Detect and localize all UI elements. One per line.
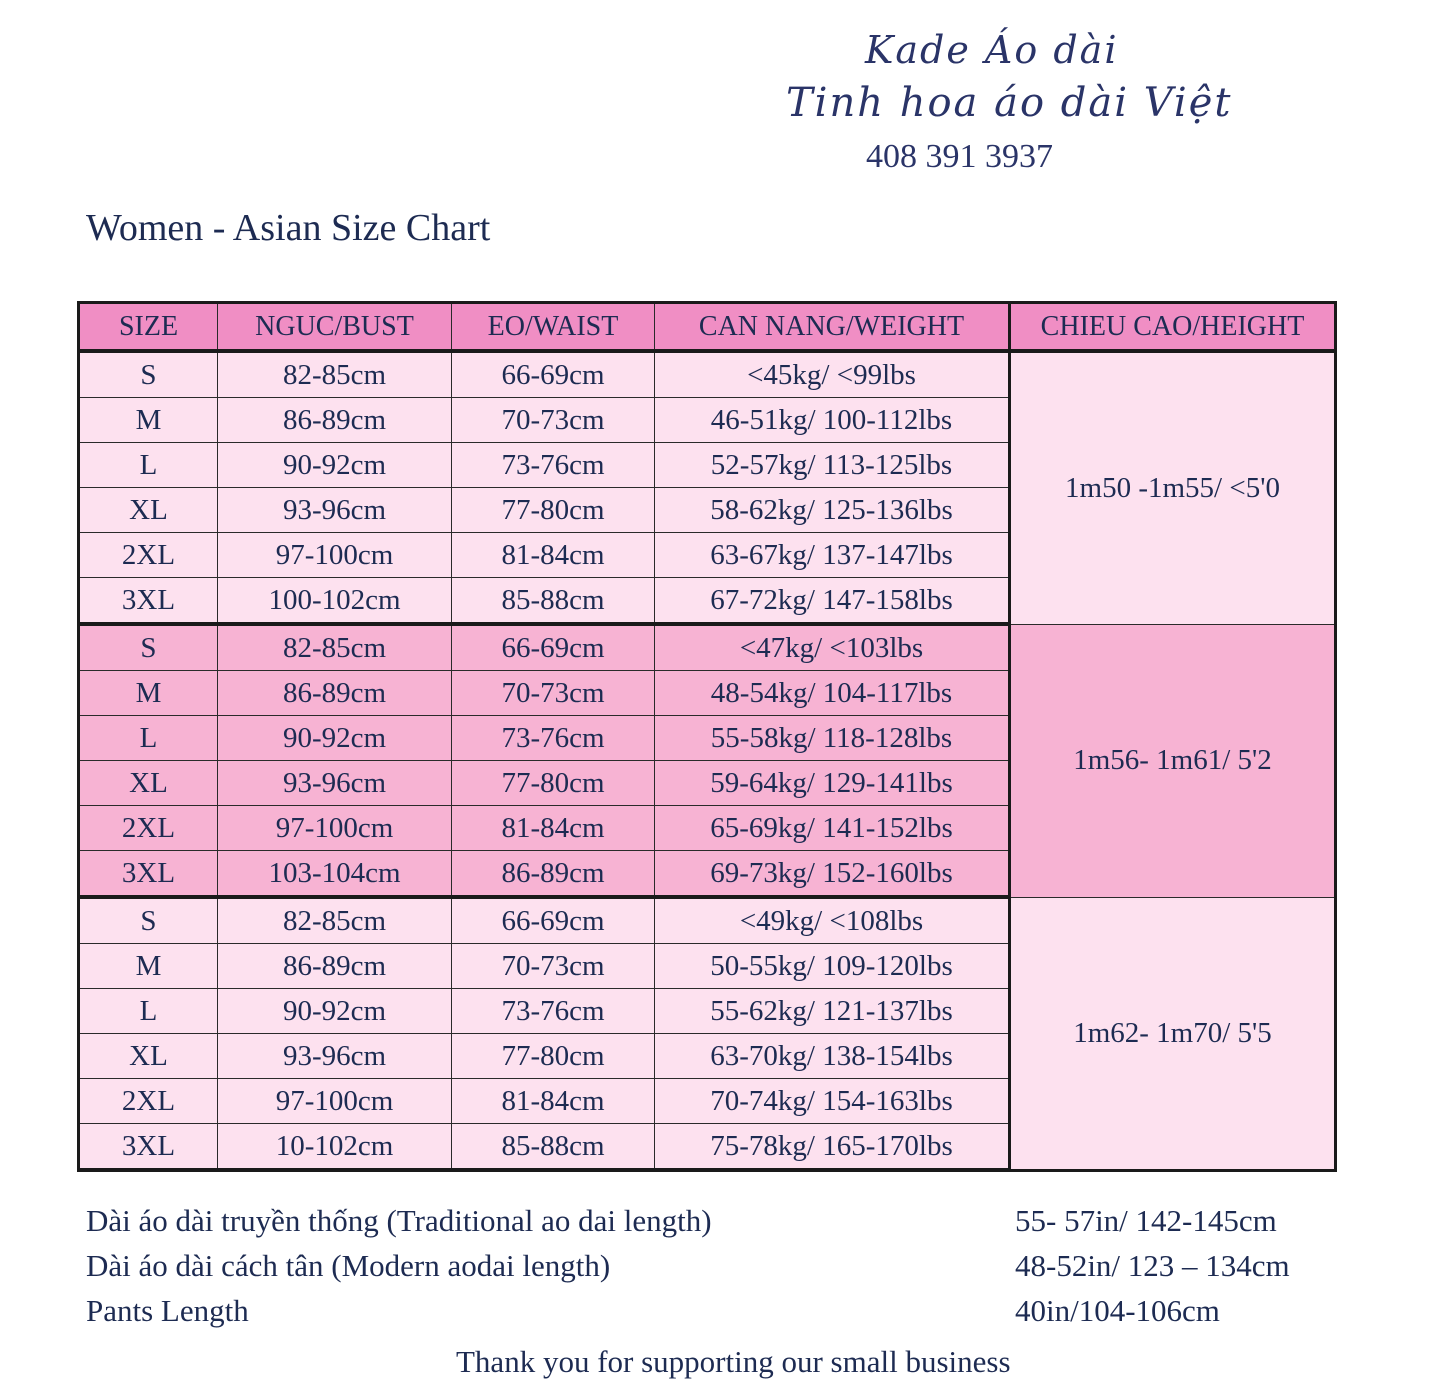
header-bust: NGUC/BUST: [218, 303, 452, 352]
weight-cell: 46-51kg/ 100-112lbs: [655, 398, 1010, 443]
waist-cell: 66-69cm: [452, 624, 655, 671]
size-cell: XL: [79, 488, 218, 533]
bust-cell: 82-85cm: [218, 351, 452, 398]
waist-cell: 70-73cm: [452, 671, 655, 716]
waist-cell: 85-88cm: [452, 1124, 655, 1171]
weight-cell: 63-67kg/ 137-147lbs: [655, 533, 1010, 578]
weight-cell: 70-74kg/ 154-163lbs: [655, 1079, 1010, 1124]
weight-cell: 55-62kg/ 121-137lbs: [655, 989, 1010, 1034]
bust-cell: 97-100cm: [218, 533, 452, 578]
bust-cell: 86-89cm: [218, 671, 452, 716]
size-group-1: [79, 351, 1336, 624]
size-cell: L: [79, 716, 218, 761]
brand-tagline: Tinh hoa áo dài Việt: [786, 80, 1233, 126]
weight-cell: <49kg/ <108lbs: [655, 897, 1010, 944]
header-size: SIZE: [79, 303, 218, 352]
waist-cell: 77-80cm: [452, 1034, 655, 1079]
height-range-cell: 1m50 -1m55/ <5'0: [1010, 351, 1336, 624]
waist-cell: 73-76cm: [452, 989, 655, 1034]
size-group-3: [79, 897, 1336, 1170]
waist-cell: 66-69cm: [452, 351, 655, 398]
waist-cell: 66-69cm: [452, 897, 655, 944]
weight-cell: 58-62kg/ 125-136lbs: [655, 488, 1010, 533]
pants-length-label: Pants Length: [86, 1293, 249, 1328]
weight-cell: 50-55kg/ 109-120lbs: [655, 944, 1010, 989]
waist-cell: 73-76cm: [452, 716, 655, 761]
size-cell: S: [79, 624, 218, 671]
weight-cell: 67-72kg/ 147-158lbs: [655, 578, 1010, 625]
bust-cell: 10-102cm: [218, 1124, 452, 1171]
weight-cell: 75-78kg/ 165-170lbs: [655, 1124, 1010, 1171]
weight-cell: 63-70kg/ 138-154lbs: [655, 1034, 1010, 1079]
size-cell: M: [79, 944, 218, 989]
weight-cell: 59-64kg/ 129-141lbs: [655, 761, 1010, 806]
size-cell: 2XL: [79, 806, 218, 851]
bust-cell: 82-85cm: [218, 897, 452, 944]
weight-cell: 65-69kg/ 141-152lbs: [655, 806, 1010, 851]
table-row: [79, 897, 1336, 944]
header-height: CHIEU CAO/HEIGHT: [1010, 303, 1336, 352]
waist-cell: 81-84cm: [452, 533, 655, 578]
thank-you-note: Thank you for supporting our small business: [456, 1344, 1011, 1379]
size-cell: S: [79, 897, 218, 944]
pants-length-value: 40in/104-106cm: [1015, 1293, 1220, 1328]
waist-cell: 70-73cm: [452, 944, 655, 989]
size-cell: XL: [79, 1034, 218, 1079]
waist-cell: 77-80cm: [452, 761, 655, 806]
size-cell: S: [79, 351, 218, 398]
bust-cell: 90-92cm: [218, 716, 452, 761]
chart-title: Women - Asian Size Chart: [86, 207, 491, 249]
table-row: [79, 624, 1336, 671]
modern-length-value: 48-52in/ 123 – 134cm: [1015, 1248, 1290, 1283]
modern-length-label: Dài áo dài cách tân (Modern aodai length): [86, 1248, 611, 1283]
bust-cell: 97-100cm: [218, 806, 452, 851]
waist-cell: 81-84cm: [452, 1079, 655, 1124]
waist-cell: 86-89cm: [452, 851, 655, 898]
weight-cell: <45kg/ <99lbs: [655, 351, 1010, 398]
size-cell: 2XL: [79, 1079, 218, 1124]
traditional-length-label: Dài áo dài truyền thống (Traditional ao dai length): [86, 1203, 712, 1238]
weight-cell: 48-54kg/ 104-117lbs: [655, 671, 1010, 716]
size-cell: M: [79, 398, 218, 443]
size-cell: L: [79, 443, 218, 488]
bust-cell: 93-96cm: [218, 761, 452, 806]
traditional-length-value: 55- 57in/ 142-145cm: [1015, 1203, 1277, 1238]
height-range-cell: 1m62- 1m70/ 5'5: [1010, 897, 1336, 1170]
height-range-cell: 1m56- 1m61/ 5'2: [1010, 624, 1336, 897]
bust-cell: 93-96cm: [218, 488, 452, 533]
bust-cell: 90-92cm: [218, 989, 452, 1034]
header-weight: CAN NANG/WEIGHT: [655, 303, 1010, 352]
bust-cell: 86-89cm: [218, 944, 452, 989]
bust-cell: 97-100cm: [218, 1079, 452, 1124]
size-cell: 3XL: [79, 578, 218, 625]
size-cell: 3XL: [79, 851, 218, 898]
bust-cell: 82-85cm: [218, 624, 452, 671]
size-cell: XL: [79, 761, 218, 806]
header-waist: EO/WAIST: [452, 303, 655, 352]
size-cell: 2XL: [79, 533, 218, 578]
waist-cell: 73-76cm: [452, 443, 655, 488]
waist-cell: 77-80cm: [452, 488, 655, 533]
size-chart-table: [77, 301, 1337, 1172]
bust-cell: 93-96cm: [218, 1034, 452, 1079]
size-cell: 3XL: [79, 1124, 218, 1171]
size-group-2: [79, 624, 1336, 897]
bust-cell: 103-104cm: [218, 851, 452, 898]
size-cell: L: [79, 989, 218, 1034]
waist-cell: 85-88cm: [452, 578, 655, 625]
size-cell: M: [79, 671, 218, 716]
bust-cell: 86-89cm: [218, 398, 452, 443]
weight-cell: 52-57kg/ 113-125lbs: [655, 443, 1010, 488]
table-header-row: [79, 303, 1336, 352]
table-row: [79, 351, 1336, 398]
waist-cell: 70-73cm: [452, 398, 655, 443]
bust-cell: 90-92cm: [218, 443, 452, 488]
brand-phone: 408 391 3937: [866, 138, 1053, 175]
bust-cell: 100-102cm: [218, 578, 452, 625]
weight-cell: 55-58kg/ 118-128lbs: [655, 716, 1010, 761]
brand-name: Kade Áo dài: [865, 28, 1119, 72]
waist-cell: 81-84cm: [452, 806, 655, 851]
weight-cell: 69-73kg/ 152-160lbs: [655, 851, 1010, 898]
weight-cell: <47kg/ <103lbs: [655, 624, 1010, 671]
